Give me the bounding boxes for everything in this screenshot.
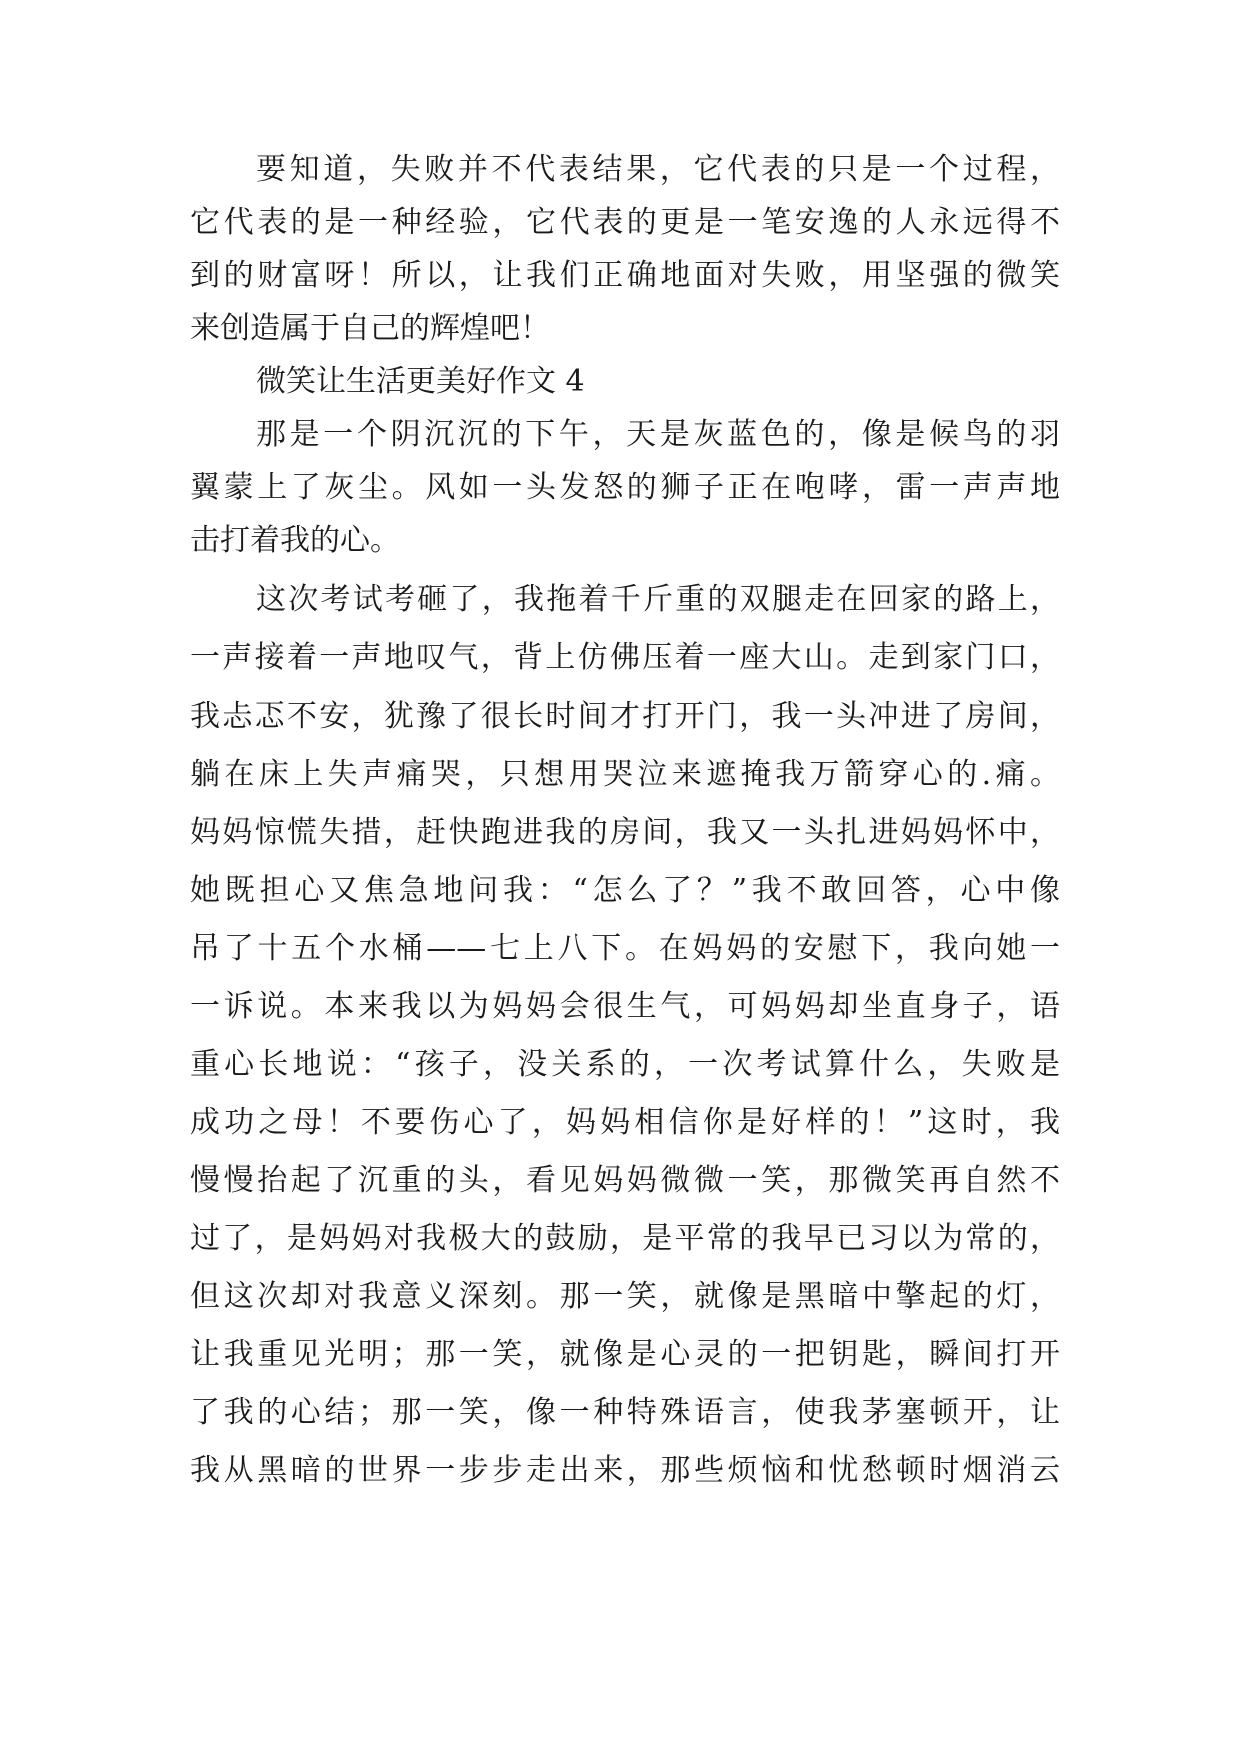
text-line: 击打着我的心。 bbox=[190, 523, 400, 558]
text-line: 到的财富呀！所以，让我们正确地面对失败，用坚强的微笑 bbox=[190, 258, 1060, 293]
text-line: 妈妈惊慌失措，赶快跑进我的房间，我又一头扎进妈妈怀中， bbox=[190, 815, 1060, 850]
text-line: 一声接着一声地叹气，背上仿佛压着一座大山。走到家门口， bbox=[190, 640, 1060, 675]
text-line: 我忐忑不安，犹豫了很长时间才打开门，我一头冲进了房间， bbox=[190, 699, 1060, 734]
text-line: 它代表的是一种经验，它代表的更是一笔安逸的人永远得不 bbox=[190, 205, 1060, 240]
text-line: 要知道，失败并不代表结果，它代表的只是一个过程， bbox=[256, 152, 1060, 187]
section-heading: 微笑让生活更美好作文 4 bbox=[256, 364, 585, 399]
text-line: 过了，是妈妈对我极大的鼓励，是平常的我早已习以为常的， bbox=[190, 1221, 1060, 1256]
text-line: 吊了十五个水桶——七上八下。在妈妈的安慰下，我向她一 bbox=[190, 931, 1060, 966]
text-line: 成功之母！不要伤心了，妈妈相信你是好样的！”这时，我 bbox=[190, 1105, 1060, 1140]
text-line: 慢慢抬起了沉重的头，看见妈妈微微一笑，那微笑再自然不 bbox=[190, 1163, 1060, 1198]
text-line: 了我的心结；那一笑，像一种特殊语言，使我茅塞顿开，让 bbox=[190, 1395, 1060, 1430]
text-line: 但这次却对我意义深刻。那一笑，就像是黑暗中擎起的灯， bbox=[190, 1279, 1060, 1314]
text-line: 我从黑暗的世界一步步走出来，那些烦恼和忧愁顿时烟消云 bbox=[190, 1453, 1060, 1488]
text-line: 翼蒙上了灰尘。风如一头发怒的狮子正在咆哮，雷一声声地 bbox=[190, 470, 1060, 505]
text-line: 一诉说。本来我以为妈妈会很生气，可妈妈却坐直身子，语 bbox=[190, 989, 1060, 1024]
text-line: 让我重见光明；那一笑，就像是心灵的一把钥匙，瞬间打开 bbox=[190, 1337, 1060, 1372]
text-line: 这次考试考砸了，我拖着千斤重的双腿走在回家的路上， bbox=[256, 582, 1060, 617]
text-line: 重心长地说：“孩子，没关系的，一次考试算什么，失败是 bbox=[190, 1047, 1060, 1082]
text-line: 那是一个阴沉沉的下午，天是灰蓝色的，像是候鸟的羽 bbox=[256, 417, 1060, 452]
text-line: 躺在床上失声痛哭，只想用哭泣来遮掩我万箭穿心的.痛。 bbox=[190, 757, 1060, 792]
text-line: 她既担心又焦急地问我：“怎么了？”我不敢回答，心中像 bbox=[190, 873, 1060, 908]
text-line: 来创造属于自己的辉煌吧！ bbox=[190, 311, 550, 346]
